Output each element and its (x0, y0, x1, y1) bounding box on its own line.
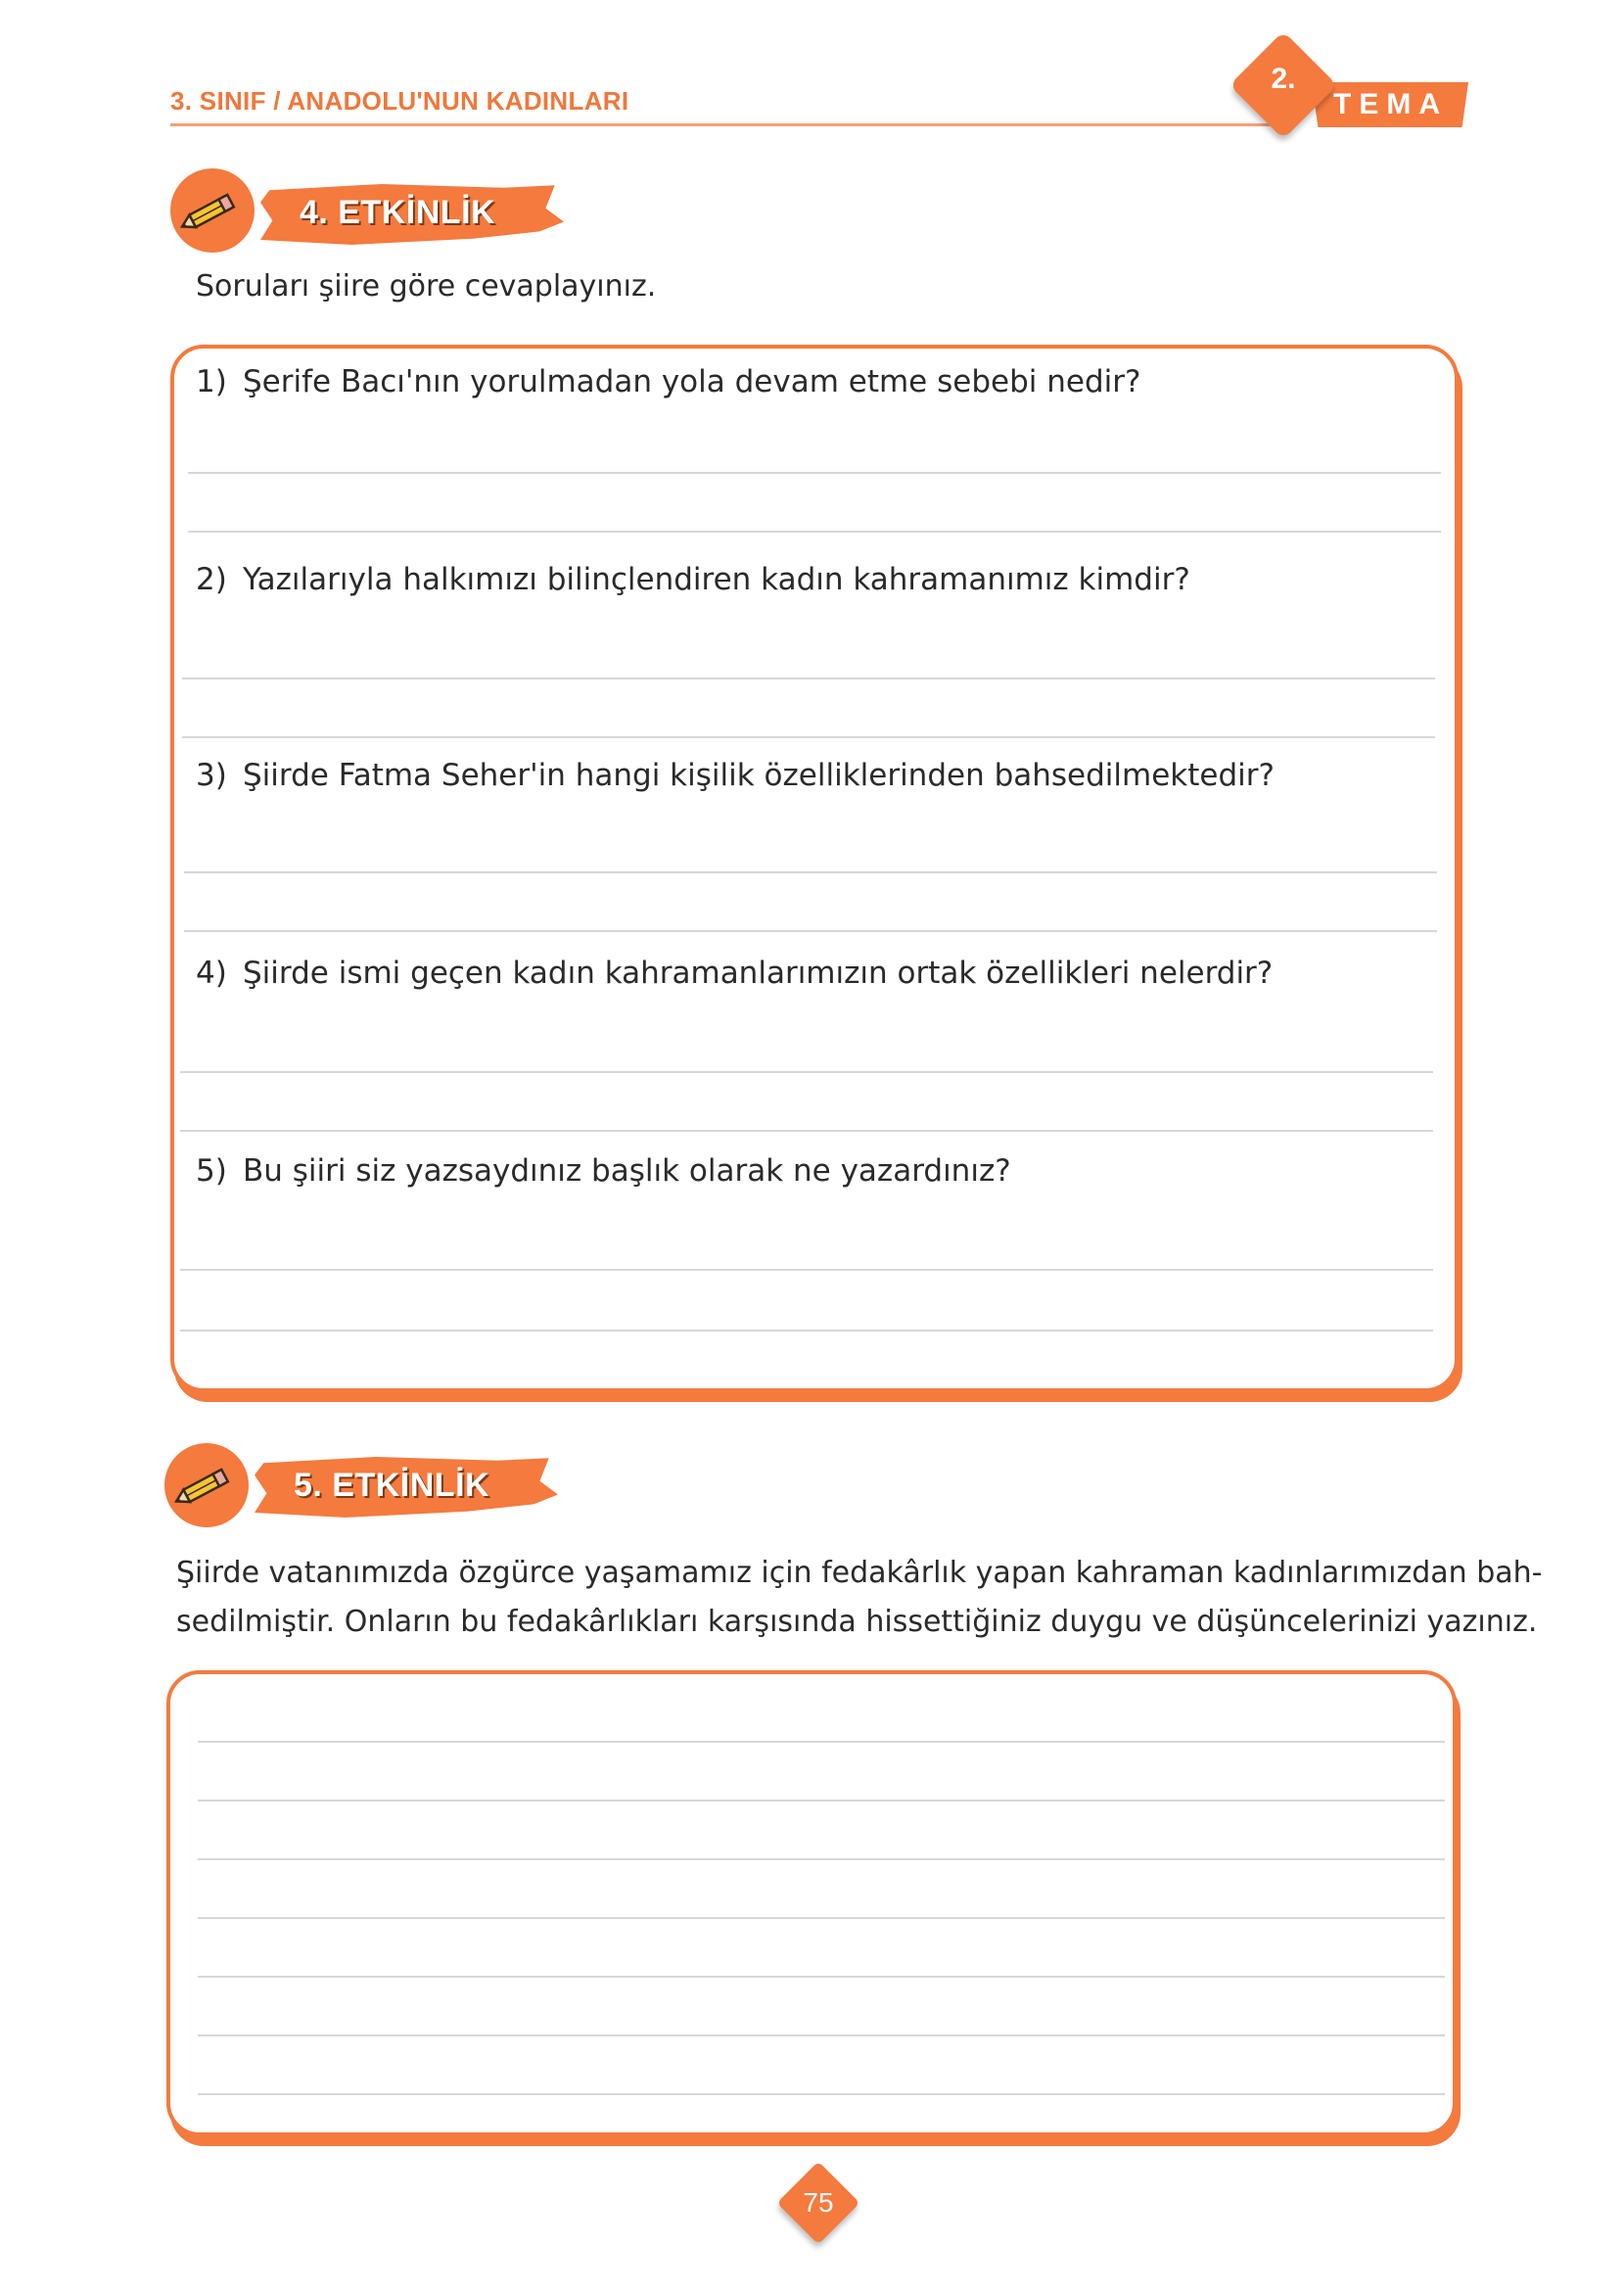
answer-line-4b[interactable] (180, 1130, 1433, 1132)
writing-line-5[interactable] (198, 1976, 1445, 1978)
answer-line-2b[interactable] (182, 736, 1435, 738)
question-3 (196, 758, 1275, 793)
page-number: 75 (803, 2187, 834, 2218)
question-1-text: Şerife Bacı'nın yorulmadan yola devam etme sebebi nedir? (243, 364, 1141, 399)
activity4-pencil-badge (170, 168, 255, 253)
question-5-number: 5) (196, 1153, 227, 1189)
activity5-instruction-line1: Şiirde vatanımızda özgürce yaşamamız için fedakârlık yapan kahraman kadınlarımızdan bah- (176, 1556, 1543, 1590)
writing-line-6[interactable] (198, 2034, 1445, 2036)
header-title: 3. SINIF / ANADOLU'NUN KADINLARI (170, 86, 629, 116)
question-2-text: Yazılarıyla halkımızı bilinçlendiren kadın kahramanımız kimdir? (243, 562, 1190, 597)
activity4-label: 4. ETKİNLİK (300, 194, 496, 231)
writing-line-2[interactable] (198, 1800, 1445, 1801)
activity4-instruction: Soruları şiire göre cevaplayınız. (196, 269, 657, 304)
writing-line-7[interactable] (198, 2093, 1445, 2095)
activity5-label: 5. ETKİNLİK (294, 1467, 490, 1504)
question-4-text: Şiirde ismi geçen kadın kahramanlarımızın ortak özellikleri nelerdir? (243, 956, 1274, 991)
answer-line-5a[interactable] (180, 1269, 1433, 1271)
writing-line-4[interactable] (198, 1917, 1445, 1919)
question-4 (196, 956, 1273, 991)
tema-number: 2. (1271, 63, 1296, 95)
question-2-number: 2) (196, 562, 227, 597)
writing-line-1[interactable] (198, 1741, 1445, 1743)
activity5-instruction-line2: sedilmiştir. Onların bu fedakârlıkları karşısında hissettiğiniz duygu ve düşüncelerinizi yazınız. (176, 1605, 1538, 1639)
question-4-number: 4) (196, 956, 227, 991)
question-1-number: 1) (196, 364, 227, 399)
pencil-icon (170, 168, 255, 253)
answer-line-3b[interactable] (184, 930, 1437, 932)
pencil-icon (164, 1443, 249, 1527)
question-3-text: Şiirde Fatma Seher'in hangi kişilik özelliklerinden bahsedilmektedir? (243, 758, 1275, 793)
answer-line-1b[interactable] (188, 531, 1441, 533)
question-5 (196, 1153, 1011, 1189)
activity5-pencil-badge (164, 1443, 249, 1527)
answer-line-2a[interactable] (182, 678, 1435, 679)
activity4-answer-box (170, 345, 1459, 1392)
answer-line-4a[interactable] (180, 1071, 1433, 1073)
question-2 (196, 562, 1190, 597)
writing-line-3[interactable] (198, 1858, 1445, 1860)
tema-label: TEMA (1333, 88, 1448, 120)
answer-line-1a[interactable] (188, 472, 1441, 474)
header-rule (170, 123, 1296, 126)
question-3-number: 3) (196, 758, 227, 793)
question-5-text: Bu şiiri siz yazsaydınız başlık olarak ne yazardınız? (243, 1153, 1011, 1189)
answer-line-5b[interactable] (180, 1330, 1433, 1332)
question-1 (196, 364, 1140, 399)
answer-line-3a[interactable] (184, 871, 1437, 873)
